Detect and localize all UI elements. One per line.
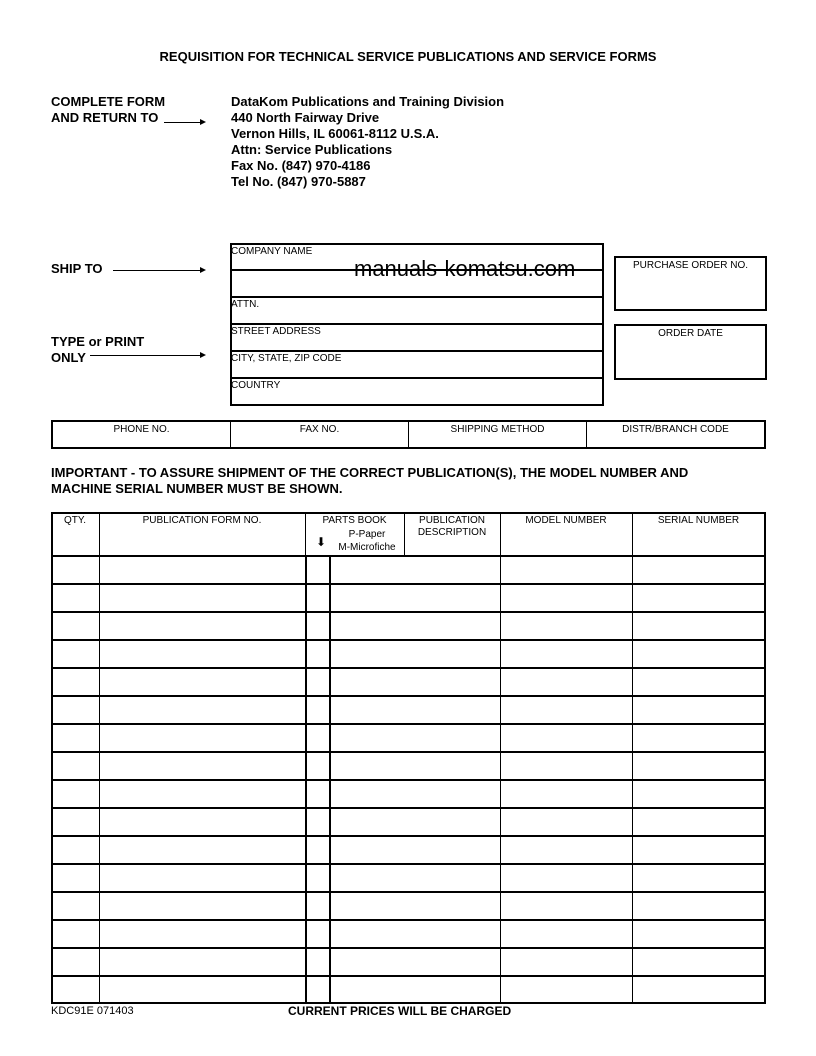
parts-book-cell[interactable] xyxy=(305,780,330,808)
arrow-icon xyxy=(113,270,204,271)
return-label-line: AND RETURN TO xyxy=(51,110,159,125)
branch-code-field[interactable]: DISTR/BRANCH CODE xyxy=(622,424,729,435)
model-cell[interactable] xyxy=(500,948,632,976)
form-no-cell[interactable] xyxy=(99,640,305,668)
model-cell[interactable] xyxy=(500,668,632,696)
city-state-zip-field[interactable]: CITY, STATE, ZIP CODE xyxy=(231,353,342,364)
attn-field[interactable]: ATTN. xyxy=(231,299,260,310)
model-cell[interactable] xyxy=(500,556,632,584)
serial-cell[interactable] xyxy=(632,808,765,836)
qty-cell[interactable] xyxy=(51,640,99,668)
parts-book-cell[interactable] xyxy=(305,724,330,752)
form-no-cell[interactable] xyxy=(99,892,305,920)
description-cell[interactable] xyxy=(330,696,500,724)
watermark: manuals-komatsu.com xyxy=(354,256,576,281)
serial-cell[interactable] xyxy=(632,696,765,724)
street-address-field[interactable]: STREET ADDRESS xyxy=(231,326,321,337)
parts-book-cell[interactable] xyxy=(305,976,330,1004)
arrow-icon xyxy=(164,122,204,123)
arrow-icon xyxy=(90,355,204,356)
model-cell[interactable] xyxy=(500,612,632,640)
qty-cell[interactable] xyxy=(51,724,99,752)
address-line: Fax No. (847) 970-4186 xyxy=(231,158,371,173)
parts-book-cell[interactable] xyxy=(305,864,330,892)
model-cell[interactable] xyxy=(500,724,632,752)
parts-book-cell[interactable] xyxy=(305,556,330,584)
address-line: 440 North Fairway Drive xyxy=(231,110,380,125)
form-no-cell[interactable] xyxy=(99,612,305,640)
form-no-cell[interactable] xyxy=(99,920,305,948)
important-notice xyxy=(51,465,688,497)
qty-cell[interactable] xyxy=(51,584,99,612)
label-line: ONLY xyxy=(51,350,86,365)
qty-cell[interactable] xyxy=(51,920,99,948)
model-cell[interactable] xyxy=(500,640,632,668)
qty-cell[interactable] xyxy=(51,892,99,920)
serial-cell[interactable] xyxy=(632,752,765,780)
parts-book-cell[interactable] xyxy=(305,752,330,780)
purchase-order-field[interactable] xyxy=(614,256,767,311)
form-no-cell[interactable] xyxy=(99,808,305,836)
phone-field[interactable]: PHONE NO. xyxy=(53,422,231,447)
description-cell[interactable] xyxy=(330,584,500,612)
shipping-method-field[interactable]: SHIPPING METHOD xyxy=(409,422,587,447)
model-cell[interactable] xyxy=(500,752,632,780)
model-cell[interactable] xyxy=(500,696,632,724)
qty-header: QTY. xyxy=(63,515,87,526)
serial-cell[interactable] xyxy=(632,640,765,668)
parts-book-cell[interactable] xyxy=(305,892,330,920)
parts-book-cell[interactable] xyxy=(305,696,330,724)
model-cell[interactable] xyxy=(500,780,632,808)
serial-cell[interactable] xyxy=(632,556,765,584)
form-no-cell[interactable] xyxy=(99,724,305,752)
label-line: TYPE or PRINT xyxy=(51,334,145,349)
model-cell[interactable] xyxy=(500,864,632,892)
form-no-cell[interactable] xyxy=(99,780,305,808)
parts-book-cell[interactable] xyxy=(305,920,330,948)
field-divider xyxy=(230,377,604,379)
form-no-cell[interactable] xyxy=(99,948,305,976)
page-title: REQUISITION FOR TECHNICAL SERVICE PUBLICATIONS AND SERVICE FORMS xyxy=(159,49,657,64)
return-label xyxy=(51,94,165,126)
form-no-cell[interactable] xyxy=(99,696,305,724)
company-name-field[interactable]: COMPANY NAME xyxy=(231,246,313,257)
header-line: PUBLICATION xyxy=(419,515,485,526)
description-cell[interactable] xyxy=(330,920,500,948)
serial-cell[interactable] xyxy=(632,948,765,976)
parts-book-header: PARTS BOOK xyxy=(322,515,387,526)
description-cell[interactable] xyxy=(330,668,500,696)
qty-cell[interactable] xyxy=(51,668,99,696)
serial-cell[interactable] xyxy=(632,584,765,612)
model-header: MODEL NUMBER xyxy=(525,515,607,526)
ship-to-label: SHIP TO xyxy=(51,261,103,276)
parts-book-cell[interactable] xyxy=(305,612,330,640)
form-no-cell[interactable] xyxy=(99,668,305,696)
description-cell[interactable] xyxy=(330,640,500,668)
serial-header: SERIAL NUMBER xyxy=(657,515,740,526)
qty-cell[interactable] xyxy=(51,808,99,836)
parts-book-cell[interactable] xyxy=(305,668,330,696)
form-no-cell[interactable] xyxy=(99,836,305,864)
model-cell[interactable] xyxy=(500,976,632,1004)
header-line: DESCRIPTION xyxy=(417,527,487,538)
form-no-cell[interactable] xyxy=(99,864,305,892)
fax-field[interactable]: FAX NO. xyxy=(231,422,409,447)
form-code: KDC91E 071403 xyxy=(51,1005,134,1017)
description-cell[interactable] xyxy=(330,864,500,892)
description-cell[interactable] xyxy=(330,780,500,808)
return-address xyxy=(231,94,504,190)
country-field[interactable]: COUNTRY xyxy=(231,380,281,391)
qty-cell[interactable] xyxy=(51,556,99,584)
field-divider xyxy=(230,323,604,325)
prices-notice: CURRENT PRICES WILL BE CHARGED xyxy=(288,1004,512,1018)
field-divider xyxy=(230,350,604,352)
po-label: PURCHASE ORDER NO. xyxy=(632,260,748,271)
order-date-label: ORDER DATE xyxy=(658,328,723,339)
address-line: Attn: Service Publications xyxy=(231,142,393,157)
description-cell[interactable] xyxy=(330,948,500,976)
description-cell[interactable] xyxy=(330,976,500,1004)
parts-book-cell[interactable] xyxy=(305,808,330,836)
description-cell[interactable] xyxy=(330,836,500,864)
serial-cell[interactable] xyxy=(632,612,765,640)
model-cell[interactable] xyxy=(500,836,632,864)
model-cell[interactable] xyxy=(500,892,632,920)
qty-cell[interactable] xyxy=(51,976,99,1004)
address-line: Vernon Hills, IL 60061-8112 U.S.A. xyxy=(231,126,439,141)
type-or-print-label xyxy=(51,334,144,366)
qty-cell[interactable] xyxy=(51,864,99,892)
parts-book-cell[interactable] xyxy=(305,584,330,612)
arrow-down-icon: ⬇ xyxy=(316,535,327,549)
description-cell[interactable] xyxy=(330,892,500,920)
qty-cell[interactable] xyxy=(51,948,99,976)
form-no-cell[interactable] xyxy=(99,556,305,584)
serial-cell[interactable] xyxy=(632,668,765,696)
serial-cell[interactable] xyxy=(632,836,765,864)
form-no-cell[interactable] xyxy=(99,584,305,612)
notice-line: MACHINE SERIAL NUMBER MUST BE SHOWN. xyxy=(51,481,343,496)
model-cell[interactable] xyxy=(500,808,632,836)
contact-row xyxy=(51,420,766,449)
description-cell[interactable] xyxy=(330,752,500,780)
form-no-cell[interactable] xyxy=(99,976,305,1004)
address-line: DataKom Publications and Training Division xyxy=(231,94,505,109)
form-no-header: PUBLICATION FORM NO. xyxy=(142,515,262,526)
description-cell[interactable] xyxy=(330,808,500,836)
parts-book-cell[interactable] xyxy=(305,948,330,976)
model-cell[interactable] xyxy=(500,920,632,948)
microfiche-legend: M-Microfiche xyxy=(338,542,396,553)
serial-cell[interactable] xyxy=(632,892,765,920)
notice-line: IMPORTANT - TO ASSURE SHIPMENT OF THE CORRECT PUBLICATION(S), THE MODEL NUMBER AND xyxy=(51,465,689,480)
serial-cell[interactable] xyxy=(632,976,765,1004)
description-cell[interactable] xyxy=(330,556,500,584)
column-divider xyxy=(404,513,405,556)
parts-book-cell[interactable] xyxy=(305,836,330,864)
parts-book-cell[interactable] xyxy=(305,640,330,668)
form-no-cell[interactable] xyxy=(99,752,305,780)
model-cell[interactable] xyxy=(500,584,632,612)
qty-cell[interactable] xyxy=(51,780,99,808)
serial-cell[interactable] xyxy=(632,920,765,948)
order-date-field[interactable] xyxy=(614,324,767,380)
serial-cell[interactable] xyxy=(632,724,765,752)
paper-legend: P-Paper xyxy=(348,529,386,540)
qty-cell[interactable] xyxy=(51,836,99,864)
description-cell[interactable] xyxy=(330,724,500,752)
qty-cell[interactable] xyxy=(51,752,99,780)
field-divider xyxy=(230,296,604,298)
description-header xyxy=(404,515,500,539)
address-line: Tel No. (847) 970-5887 xyxy=(231,174,366,189)
qty-cell[interactable] xyxy=(51,696,99,724)
serial-cell[interactable] xyxy=(632,864,765,892)
serial-cell[interactable] xyxy=(632,780,765,808)
qty-cell[interactable] xyxy=(51,612,99,640)
description-cell[interactable] xyxy=(330,612,500,640)
return-label-line: COMPLETE FORM xyxy=(51,94,166,109)
